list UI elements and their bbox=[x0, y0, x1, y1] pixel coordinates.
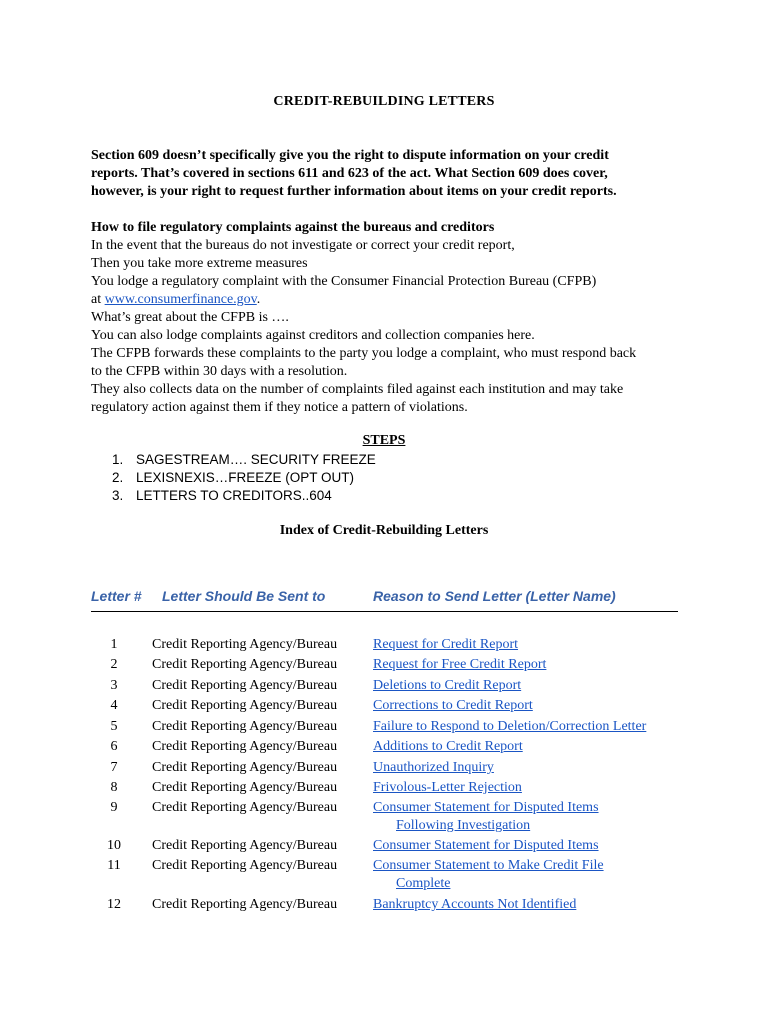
howto-section bbox=[91, 219, 691, 417]
row-reason-link[interactable]: Frivolous-Letter Rejection bbox=[373, 780, 522, 795]
row-letter-number: 2 bbox=[110, 657, 118, 672]
howto-heading: How to file regulatory complaints against the bureaus and creditors bbox=[91, 220, 495, 235]
row-letter-number: 4 bbox=[110, 698, 118, 713]
row-sent-to: Credit Reporting Agency/Bureau bbox=[152, 838, 338, 853]
step-number: 2. bbox=[112, 470, 124, 485]
intro-paragraph bbox=[91, 147, 681, 201]
step-item bbox=[112, 451, 376, 469]
row-sent-to: Credit Reporting Agency/Bureau bbox=[152, 698, 338, 713]
row-reason-link[interactable]: Consumer Statement to Make Credit File bbox=[373, 858, 604, 873]
page-title: CREDIT-REBUILDING LETTERS bbox=[273, 94, 495, 109]
row-letter-number: 10 bbox=[107, 838, 121, 853]
row-sent-to: Credit Reporting Agency/Bureau bbox=[152, 897, 338, 912]
howto-line: They also collects data on the number of complaints filed against each institution and may take bbox=[91, 382, 624, 397]
row-sent-to: Credit Reporting Agency/Bureau bbox=[152, 800, 338, 815]
row-letter-number: 11 bbox=[107, 858, 121, 873]
row-reason-link[interactable]: Request for Credit Report bbox=[373, 637, 519, 652]
header-sent-to: Letter Should Be Sent to bbox=[162, 588, 326, 604]
link-suffix: . bbox=[256, 292, 261, 307]
howto-line: You lodge a regulatory complaint with the Consumer Financial Protection Bureau (CFPB) bbox=[91, 274, 597, 289]
row-reason-link-continued[interactable]: Complete bbox=[396, 876, 451, 891]
row-sent-to: Credit Reporting Agency/Bureau bbox=[152, 739, 338, 754]
row-reason-link[interactable]: Failure to Respond to Deletion/Correction Letter bbox=[373, 719, 647, 734]
index-title: Index of Credit-Rebuilding Letters bbox=[279, 523, 489, 538]
step-item bbox=[112, 487, 376, 505]
row-sent-to: Credit Reporting Agency/Bureau bbox=[152, 858, 338, 873]
cfpb-link[interactable]: www.consumerfinance.gov bbox=[104, 292, 257, 307]
step-number: 3. bbox=[112, 488, 124, 503]
row-sent-to: Credit Reporting Agency/Bureau bbox=[152, 657, 338, 672]
row-letter-number: 1 bbox=[110, 637, 118, 652]
row-reason-link[interactable]: Unauthorized Inquiry bbox=[373, 760, 494, 775]
row-reason-link[interactable]: Additions to Credit Report bbox=[373, 739, 523, 754]
row-reason-link-continued[interactable]: Following Investigation bbox=[396, 818, 531, 833]
row-sent-to: Credit Reporting Agency/Bureau bbox=[152, 678, 338, 693]
howto-line: The CFPB forwards these complaints to the party you lodge a complaint, who must respond back bbox=[91, 346, 637, 361]
howto-line: What’s great about the CFPB is …. bbox=[91, 310, 289, 325]
step-item bbox=[112, 469, 376, 487]
howto-line-link bbox=[91, 291, 691, 309]
howto-line: In the event that the bureaus do not investigate or correct your credit report, bbox=[91, 238, 515, 253]
row-letter-number: 6 bbox=[110, 739, 118, 754]
header-rule bbox=[91, 611, 678, 612]
row-letter-number: 12 bbox=[107, 897, 121, 912]
row-letter-number: 5 bbox=[110, 719, 118, 734]
step-text: SAGESTREAM…. SECURITY FREEZE bbox=[136, 452, 376, 467]
row-reason-link[interactable]: Corrections to Credit Report bbox=[373, 698, 533, 713]
intro-line: reports. That’s covered in sections 611 and 623 of the act. What Section 609 does cover, bbox=[91, 166, 608, 181]
row-reason-link[interactable]: Deletions to Credit Report bbox=[373, 678, 522, 693]
row-reason-link[interactable]: Bankruptcy Accounts Not Identified bbox=[373, 897, 577, 912]
step-text: LETTERS TO CREDITORS..604 bbox=[136, 488, 332, 503]
step-text: LEXISNEXIS…FREEZE (OPT OUT) bbox=[136, 470, 355, 485]
row-letter-number: 8 bbox=[110, 780, 118, 795]
at-prefix: at bbox=[91, 292, 105, 307]
row-reason-link[interactable]: Consumer Statement for Disputed Items bbox=[373, 838, 599, 853]
howto-line: You can also lodge complaints against creditors and collection companies here. bbox=[91, 328, 535, 343]
row-letter-number: 3 bbox=[110, 678, 118, 693]
row-reason-link[interactable]: Request for Free Credit Report bbox=[373, 657, 547, 672]
steps-list bbox=[112, 451, 376, 505]
intro-line: however, is your right to request further information about items on your credit reports. bbox=[91, 184, 617, 199]
header-reason: Reason to Send Letter (Letter Name) bbox=[373, 588, 616, 604]
intro-line: Section 609 doesn’t specifically give you the right to dispute information on your credit bbox=[91, 148, 609, 163]
steps-title: STEPS bbox=[362, 433, 406, 448]
howto-line: Then you take more extreme measures bbox=[91, 256, 308, 271]
row-sent-to: Credit Reporting Agency/Bureau bbox=[152, 719, 338, 734]
row-reason-link[interactable]: Consumer Statement for Disputed Items bbox=[373, 800, 599, 815]
step-number: 1. bbox=[112, 452, 124, 467]
howto-line: regulatory action against them if they notice a pattern of violations. bbox=[91, 400, 468, 415]
row-sent-to: Credit Reporting Agency/Bureau bbox=[152, 760, 338, 775]
howto-line: to the CFPB within 30 days with a resolution. bbox=[91, 364, 348, 379]
row-sent-to: Credit Reporting Agency/Bureau bbox=[152, 780, 338, 795]
row-letter-number: 9 bbox=[110, 800, 118, 815]
row-letter-number: 7 bbox=[110, 760, 118, 775]
header-letter-number: Letter # bbox=[91, 588, 142, 604]
row-sent-to: Credit Reporting Agency/Bureau bbox=[152, 637, 338, 652]
